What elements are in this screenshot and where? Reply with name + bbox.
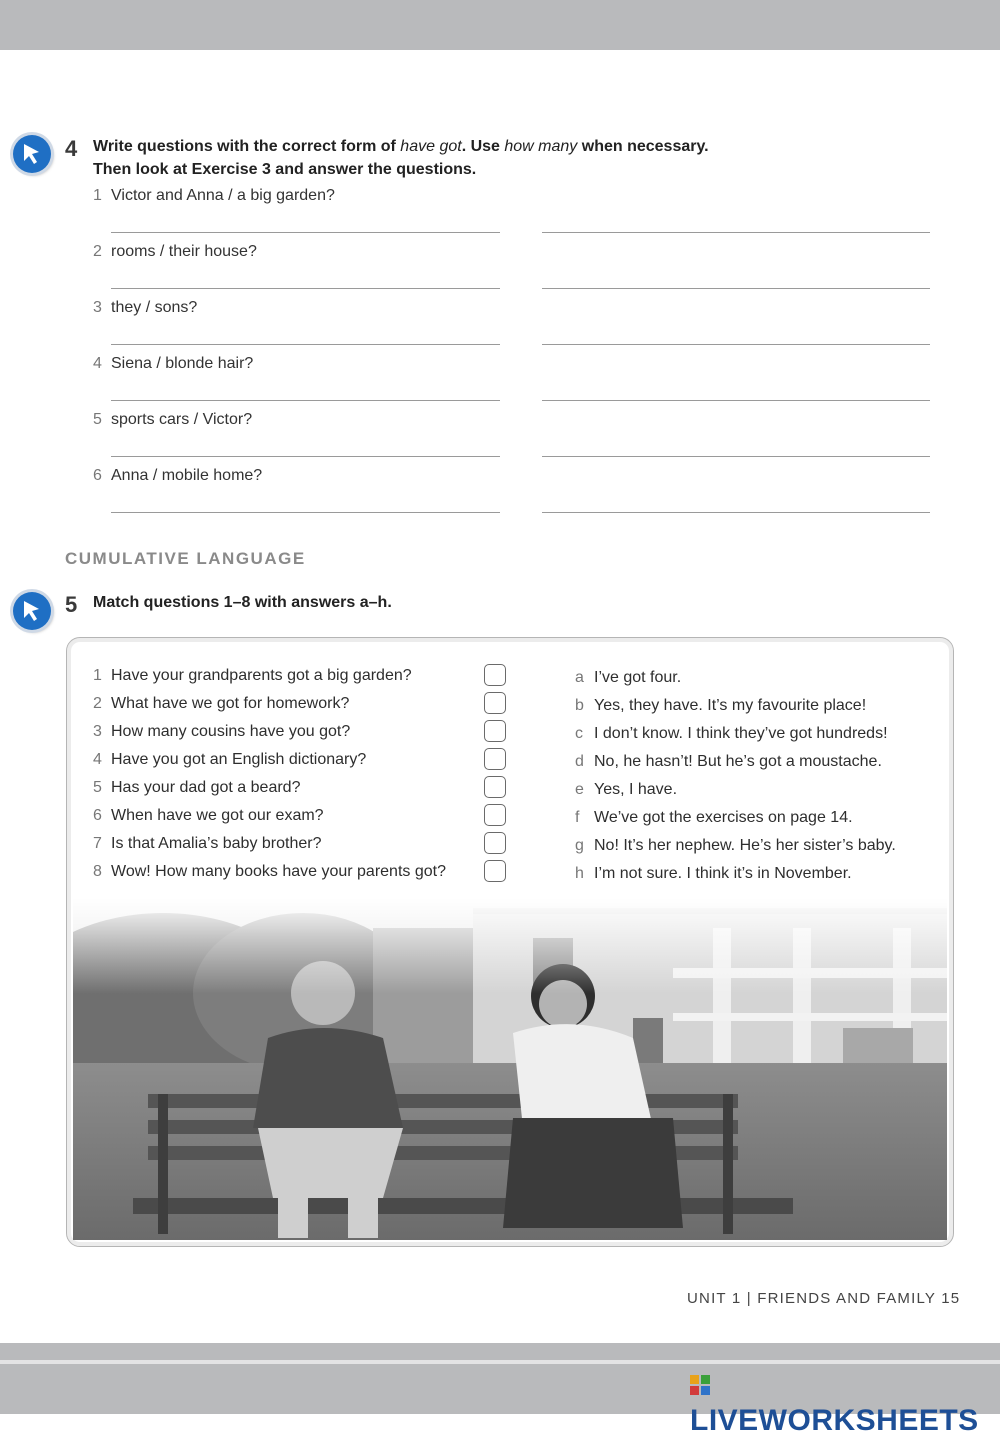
list-item: g No! It’s her nephew. He’s her sister’s baby. [575,837,896,854]
list-item: d No, he hasn’t! But he’s got a moustache. [575,753,882,770]
answer-box[interactable] [484,776,506,798]
liveworksheets-logo-icon [690,1375,710,1395]
list-item: b Yes, they have. It’s my favourite place! [575,697,867,714]
list-item: 6 When have we got our exam? [93,807,324,824]
short-answer-line[interactable] [542,456,930,457]
photo-couple-on-bench [73,898,947,1240]
list-item: e Yes, I have. [575,781,678,798]
list-item: f We’ve got the exercises on page 14. [575,809,853,826]
list-item: 1 Victor and Anna / a big garden? [93,187,335,204]
list-item: c I don’t know. I think they’ve got hundreds! [575,725,888,742]
list-item: h I’m not sure. I think it’s in November. [575,865,852,882]
list-item: 8 Wow! How many books have your parents got? [93,863,446,880]
short-answer-line[interactable] [542,344,930,345]
section-heading: CUMULATIVE LANGUAGE [65,549,306,568]
list-item: 3 How many cousins have you got? [93,723,351,740]
short-answer-line[interactable] [542,288,930,289]
list-item: 1 Have your grandparents got a big garden? [93,667,412,684]
question-answer-line[interactable] [111,512,500,513]
brand-logo[interactable]: LIVEWORKSHEETS [690,1370,1000,1438]
exercise-number: 4 [65,136,78,161]
list-item: 5 Has your dad got a beard? [93,779,301,796]
list-item: a I’ve got four. [575,669,682,686]
list-item: 2 rooms / their house? [93,243,257,260]
question-answer-line[interactable] [111,344,500,345]
answer-box[interactable] [484,720,506,742]
short-answer-line[interactable] [542,400,930,401]
question-answer-line[interactable] [111,288,500,289]
answer-box[interactable] [484,860,506,882]
answer-box[interactable] [484,804,506,826]
top-bar [0,0,1000,50]
page-footer: UNIT 1 | FRIENDS AND FAMILY 15 [687,1290,961,1307]
list-item: 2 What have we got for homework? [93,695,350,712]
list-item: 3 they / sons? [93,299,198,316]
list-item: 7 Is that Amalia’s baby brother? [93,835,322,852]
list-item: 4 Have you got an English dictionary? [93,751,367,768]
answer-box[interactable] [484,748,506,770]
short-answer-line[interactable] [542,512,930,513]
exercise-number: 5 [65,592,78,617]
question-answer-line[interactable] [111,456,500,457]
list-item: 5 sports cars / Victor? [93,411,253,428]
answer-box[interactable] [484,664,506,686]
list-item: 6 Anna / mobile home? [93,467,263,484]
list-item: 4 Siena / blonde hair? [93,355,254,372]
exercise-instruction: Write questions with the correct form of have got. Use how many when necessary. Then look at Exercise 3 and answer the questions. [93,138,709,178]
short-answer-line[interactable] [542,232,930,233]
cursor-icon[interactable] [13,135,51,173]
exercise-instruction: Match questions 1–8 with answers a–h. [93,594,392,611]
cursor-icon[interactable] [13,592,51,630]
answer-box[interactable] [484,832,506,854]
answer-box[interactable] [484,692,506,714]
question-answer-line[interactable] [111,400,500,401]
question-answer-line[interactable] [111,232,500,233]
